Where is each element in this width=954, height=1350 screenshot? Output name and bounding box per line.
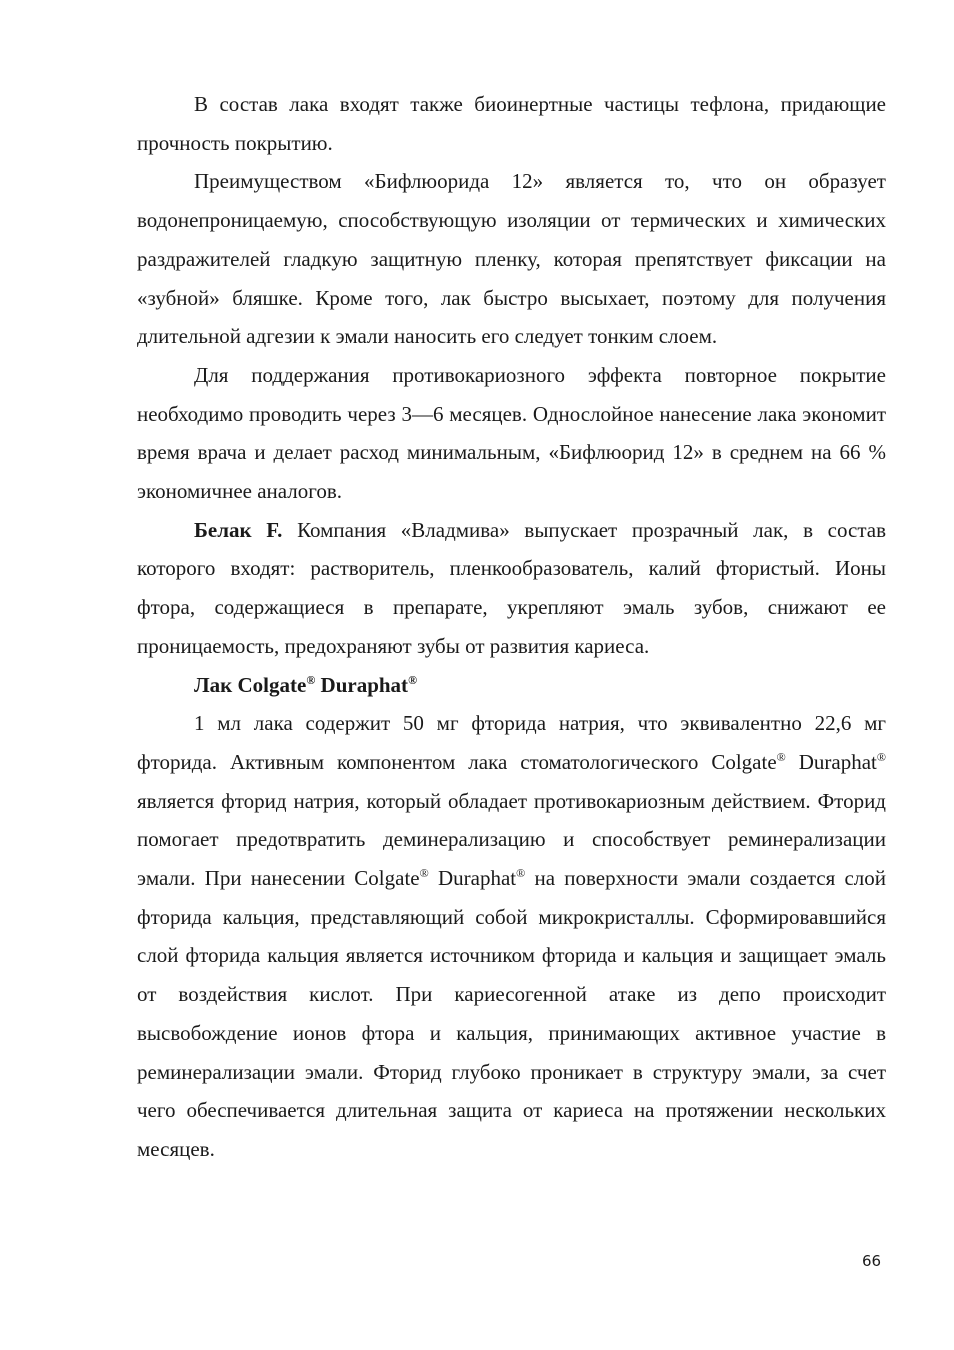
registered-mark: ® [408, 672, 418, 687]
paragraph-bifluorid-advantages: Преимуществом «Бифлюорида 12» является то, что он образует водонепроницаемую, способствующую изоляции от термических и химических раздражителей гладкую защитную пленку, которая препятствует фиксации на «зубной» бляшке. Кроме того, лак быстро высыхает, поэтому для получения длительной адгезии к эмали наносить его следует тонким слоем. [137, 169, 886, 349]
page-body [137, 85, 886, 1169]
belak-term: Белак F. [194, 517, 283, 542]
paragraph-duraphat: 1 мл лака содержит 50 мг фторида натрия, что эквивалентно 22,6 мг фторида. Активным компонентом лака стоматологического Colgate® Duraphat® является фторид натрия, который обладает противокариозным действием. Фторид помогает предотвратить деминерализацию и способствует реминерализации эмали. При нанесении Colgate® Duraphat® на поверхности эмали создается слой фторида кальция, представляющий собой микрокристаллы. Сформировавшийся слой фторида кальция является источником фторида и кальция и защищает эмаль от воздействия кислот. При кариесогенной атаке из депо происходит высвобождение ионов фтора и кальция, принимающих активное участие в реминерализации эмали. Фторид глубоко проникает в структуру эмали, за счет чего обеспечивается длительная защита от кариеса на протяжении нескольких месяцев. [137, 711, 886, 1161]
registered-mark: ® [306, 672, 316, 687]
page-number: 66 [862, 1252, 882, 1270]
registered-mark: ® [776, 749, 786, 764]
registered-mark: ® [876, 749, 886, 764]
registered-mark: ® [516, 866, 526, 881]
paragraph-repeat-coating: Для поддержания противокариозного эффекта повторное покрытие необходимо проводить через 3—6 месяцев. Однослойное нанесение лака экономит время врача и делает расход минимальным, «Бифлюорид 12» в среднем на 66 % экономичнее аналогов. [137, 362, 886, 504]
registered-mark: ® [419, 866, 429, 881]
section-heading-duraphat: Лак Colgate® Duraphat® [194, 672, 418, 697]
paragraph-teflon: В состав лака входят также биоинертные частицы тефлона, придающие прочность покрытию. [137, 92, 886, 155]
paragraph-belak [137, 511, 886, 666]
belak-description: Компания «Владмива» выпускает прозрачный лак, в состав которого входят: растворитель, пленкообразователь, калий фтористый. Ионы фтора, содержащиеся в препарате, укрепляют эмаль зубов, снижают ее проницаемость, предохраняют зубы от развития кариеса. [137, 517, 886, 658]
